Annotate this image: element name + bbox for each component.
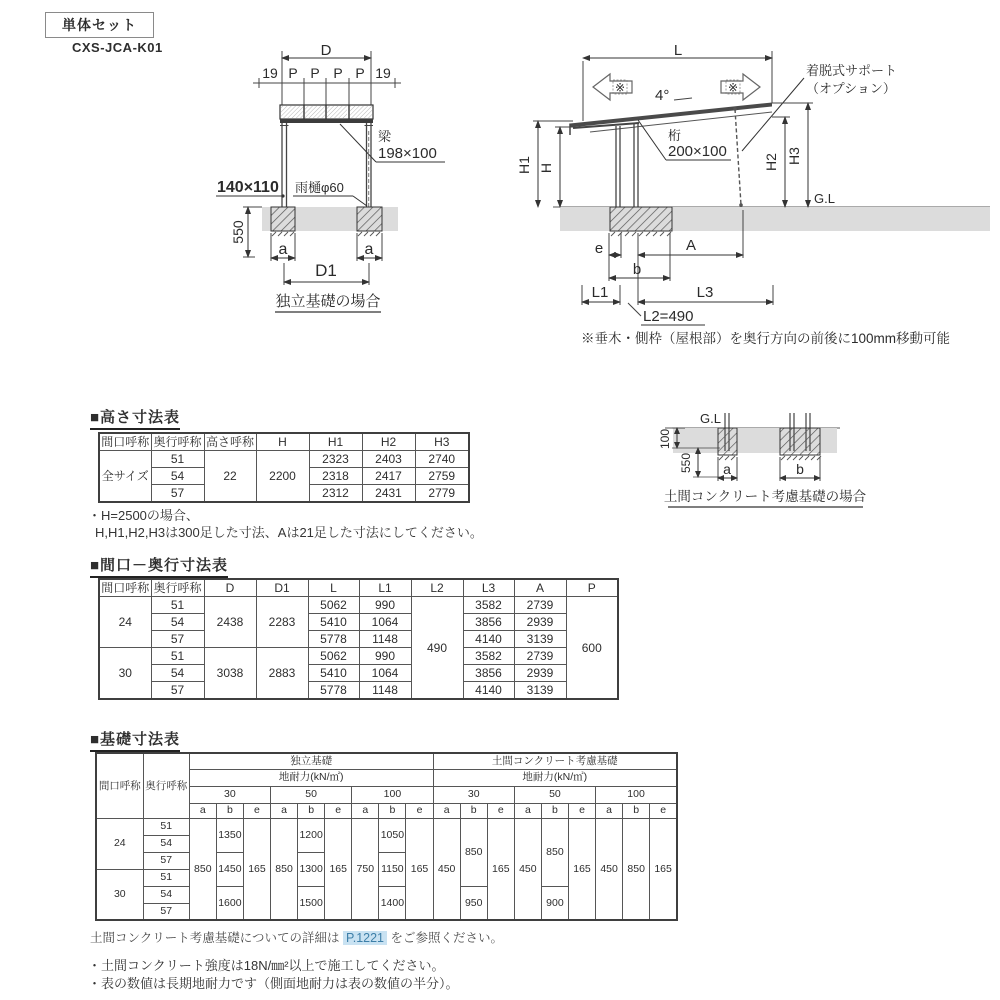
table-row [99, 631, 618, 648]
cell: 850 [189, 818, 216, 920]
cell: 57 [151, 485, 204, 503]
cell: 24 [99, 597, 151, 648]
cell: 2323 [309, 451, 362, 468]
load-value: 100 [596, 786, 677, 803]
cell: 54 [143, 835, 189, 852]
cell: 30 [99, 648, 151, 700]
abe-header: e [487, 803, 514, 818]
dim-D1 [284, 261, 369, 285]
cell: 22 [204, 451, 256, 503]
cell: 54 [151, 468, 204, 485]
dim-L1-L3 [582, 285, 773, 305]
dim-A-label: A [685, 237, 697, 254]
cell: 2438 [204, 597, 256, 648]
abe-header: a [189, 803, 216, 818]
beam-label: 梁 [378, 129, 392, 144]
seg-19-right: 19 [375, 65, 391, 81]
cell: 2318 [309, 468, 362, 485]
abe-header: e [650, 803, 677, 818]
foundation-table [95, 752, 678, 921]
cell: 1050 [379, 818, 406, 852]
dim-b-label: b [796, 461, 804, 477]
load-header: 地耐力(kN/㎡) [189, 769, 433, 786]
col-header: 間口呼称 [99, 579, 151, 597]
abe-header: a [433, 803, 460, 818]
cell: 57 [143, 852, 189, 869]
cell: 2312 [309, 485, 362, 503]
load-value: 50 [271, 786, 352, 803]
table-row [99, 451, 469, 468]
cell: 1064 [359, 665, 411, 682]
height-table-title: ■高さ寸法表 [90, 406, 180, 430]
group-header-independent: 独立基礎 [189, 753, 433, 769]
seg-p3: P [333, 65, 343, 81]
cell: 1400 [379, 886, 406, 920]
abe-header: e [325, 803, 352, 818]
span-table-title: ■間口－奥行寸法表 [90, 554, 228, 578]
col-header: H2 [362, 433, 415, 451]
abe-header: b [460, 803, 487, 818]
dim-a-b [718, 457, 820, 481]
abe-header: a [596, 803, 623, 818]
col-header: P [566, 579, 618, 597]
col-header: L2 [411, 579, 463, 597]
cell: 57 [151, 682, 204, 700]
cell: 2739 [514, 648, 566, 665]
abe-header: e [243, 803, 270, 818]
cell: 2283 [256, 597, 308, 648]
footing [610, 207, 672, 231]
height-note-2: H,H1,H2,H3は300足した寸法、Aは21足した寸法にしてください。 [95, 525, 483, 540]
cell: 2779 [415, 485, 469, 503]
dim-550 [230, 207, 262, 257]
dim-a-right-label: a [364, 241, 374, 258]
dim-550-label: 550 [679, 452, 693, 474]
girder-size-label: 200×100 [668, 143, 727, 160]
post-size-label: 140×110 [217, 179, 279, 196]
roof-panels [280, 105, 373, 123]
support-label-1: 着脱式サポート [806, 63, 898, 78]
seg-p4: P [355, 65, 365, 81]
dim-e-label: e [594, 240, 604, 257]
group-header-slab: 土間コンクリート考慮基礎 [433, 753, 677, 769]
cell: 2740 [415, 451, 469, 468]
cell: 51 [151, 597, 204, 614]
cell: 165 [243, 818, 270, 920]
cell: 3582 [463, 648, 514, 665]
table-row [99, 648, 618, 665]
table-row [99, 614, 618, 631]
cell: 450 [433, 818, 460, 920]
cell: 850 [541, 818, 568, 886]
move-mark-right: ※ [727, 80, 739, 95]
load-header: 地耐力(kN/㎡) [433, 769, 677, 786]
table-row [96, 753, 677, 769]
col-header: 間口呼称 [96, 753, 143, 818]
cell: 5062 [308, 648, 359, 665]
dim-a-label: a [723, 461, 731, 477]
cell: 1450 [216, 852, 243, 886]
dim-L-label: L [673, 45, 683, 59]
load-value: 30 [189, 786, 270, 803]
cell: 1350 [216, 818, 243, 852]
cell: 1600 [216, 886, 243, 920]
cell: 全サイズ [99, 451, 151, 503]
footing-a [718, 428, 737, 455]
cell: 450 [596, 818, 623, 920]
cell: 1300 [298, 852, 325, 886]
ground-hatch [611, 232, 671, 236]
table-row [99, 682, 618, 700]
cell: 990 [359, 597, 411, 614]
dim-D-label: D [320, 45, 332, 59]
cell: 51 [143, 818, 189, 835]
load-value: 30 [433, 786, 514, 803]
gutter-label: 雨樋φ60 [295, 180, 344, 195]
model-code: CXS-JCA-K01 [72, 40, 163, 55]
table-row [99, 433, 469, 451]
cell: 3038 [204, 648, 256, 700]
slab-caption: 土間コンクリート考慮基礎の場合 [663, 489, 867, 504]
cell: 57 [151, 631, 204, 648]
note-post: をご参照ください。 [390, 931, 504, 945]
cell: 24 [96, 818, 143, 869]
dim-pitch [253, 78, 401, 105]
strength-bullet: ・土間コンクリート強度は18N/㎜²以上で施工してください。 [88, 958, 445, 973]
cell: 1500 [298, 886, 325, 920]
col-header: 高さ呼称 [205, 435, 254, 449]
cell: 750 [352, 818, 379, 920]
cell: 600 [566, 597, 618, 700]
side-note: ※垂木・側枠（屋根部）を奥行方向の前後に100mm移動可能 [581, 331, 951, 346]
move-mark-left: ※ [614, 80, 626, 95]
cell: 54 [151, 614, 204, 631]
support-label-2: （オプション） [806, 81, 896, 96]
bearing-bullet: ・表の数値は長期地耐力です（側面地耐力は表の数値の半分）。 [88, 976, 459, 991]
abe-header: a [514, 803, 541, 818]
table-row [96, 818, 677, 835]
dim-D1-label: D1 [315, 261, 337, 280]
slab-foundation-diagram [630, 395, 880, 513]
cell: 3582 [463, 597, 514, 614]
abe-header: b [216, 803, 243, 818]
col-header: A [514, 579, 566, 597]
cell: 850 [271, 818, 298, 920]
cell: 2403 [362, 451, 415, 468]
cell: 5410 [308, 614, 359, 631]
col-header: 間口呼称 [99, 433, 151, 451]
cell: 1150 [379, 852, 406, 886]
set-type-badge: 単体セット [45, 12, 154, 38]
dim-H1-label: H1 [516, 156, 532, 174]
load-value: 50 [514, 786, 595, 803]
footing-right [357, 207, 382, 231]
support-rod [735, 109, 741, 205]
front-caption: 独立基礎の場合 [275, 293, 381, 310]
cell: 850 [623, 818, 650, 920]
cell: 1148 [359, 682, 411, 700]
col-header: D [204, 579, 256, 597]
ground-hatch [272, 232, 380, 236]
cell: 950 [460, 886, 487, 920]
cell: 900 [541, 886, 568, 920]
cell: 3856 [463, 614, 514, 631]
abe-header: b [623, 803, 650, 818]
cell: 990 [359, 648, 411, 665]
note-pre: 土間コンクリート考慮基礎についての詳細は [90, 931, 340, 945]
load-value: 100 [352, 786, 433, 803]
cell: 165 [487, 818, 514, 920]
col-header: D1 [256, 579, 308, 597]
gl-label: G.L [814, 191, 835, 206]
dim-L2-label: L2=490 [643, 308, 694, 325]
col-header: 奥行呼称 [151, 579, 204, 597]
col-header: L3 [463, 579, 514, 597]
cell: 2739 [514, 597, 566, 614]
cell: 30 [96, 869, 143, 920]
cell: 1200 [298, 818, 325, 852]
cell: 3139 [514, 682, 566, 700]
seg-p1: P [288, 65, 298, 81]
abe-header: e [568, 803, 595, 818]
cell: 51 [143, 869, 189, 886]
beam-size-label: 198×100 [378, 145, 437, 162]
seg-19-left: 19 [262, 65, 278, 81]
abe-header: a [271, 803, 298, 818]
cell: 54 [151, 665, 204, 682]
cell: 54 [143, 886, 189, 903]
cell: 490 [411, 597, 463, 700]
cell: 2200 [256, 451, 309, 503]
cell: 2939 [514, 614, 566, 631]
cell: 5778 [308, 631, 359, 648]
abe-header: b [298, 803, 325, 818]
abe-header: a [352, 803, 379, 818]
dim-L1-label: L1 [591, 284, 609, 301]
table-row [99, 597, 618, 614]
dim-L3-label: L3 [696, 284, 714, 301]
abe-header: b [541, 803, 568, 818]
dim-550-label: 550 [230, 220, 246, 244]
cell: 5778 [308, 682, 359, 700]
table-row [99, 579, 618, 597]
abe-header: b [379, 803, 406, 818]
dim-a-left-label: a [278, 241, 288, 258]
col-header: 奥行呼称 [143, 753, 189, 818]
cell: 2417 [362, 468, 415, 485]
move-arrow-left [593, 74, 632, 100]
height-note-1: ・H=2500の場合、 [88, 508, 199, 523]
cell: 4140 [463, 682, 514, 700]
cell: 165 [406, 818, 433, 920]
front-beam [280, 119, 373, 123]
cell: 4140 [463, 631, 514, 648]
col-header: H1 [309, 433, 362, 451]
cell: 2431 [362, 485, 415, 503]
cell: 51 [151, 451, 204, 468]
dim-H [538, 127, 573, 207]
roof-angle-label: 4° [655, 87, 670, 104]
col-header: H [256, 433, 309, 451]
dim-100-label: 100 [658, 428, 672, 450]
gl-label: G.L [700, 411, 721, 426]
dim-b-label: b [632, 261, 642, 278]
dim-H2-label: H2 [763, 153, 779, 171]
cell: 850 [460, 818, 487, 886]
col-header: H3 [415, 433, 469, 451]
span-table [98, 578, 619, 700]
cell: 2883 [256, 648, 308, 700]
slab-detail-note [90, 928, 503, 946]
table-row [99, 665, 618, 682]
ground-hatch [719, 456, 821, 460]
cell: 5062 [308, 597, 359, 614]
cell: 5410 [308, 665, 359, 682]
height-table [98, 432, 470, 503]
cell: 1064 [359, 614, 411, 631]
cell: 1148 [359, 631, 411, 648]
page-reference-link[interactable]: P.1221 [343, 931, 387, 945]
move-arrow-right [721, 74, 760, 100]
foundation-table-title: ■基礎寸法表 [90, 728, 180, 752]
cell: 450 [514, 818, 541, 920]
abe-header: e [406, 803, 433, 818]
girder-label: 桁 [668, 128, 682, 143]
side-elevation-diagram [515, 45, 990, 360]
cell: 165 [568, 818, 595, 920]
cell: 165 [325, 818, 352, 920]
front-elevation-diagram [195, 45, 505, 325]
cell: 2939 [514, 665, 566, 682]
cell: 3856 [463, 665, 514, 682]
col-header: L [308, 579, 359, 597]
footing-left [271, 207, 295, 231]
cell: 2759 [415, 468, 469, 485]
cell: 165 [650, 818, 677, 920]
footing-b [780, 428, 820, 455]
seg-p2: P [310, 65, 320, 81]
col-header: 奥行呼称 [151, 433, 204, 451]
cell: 51 [151, 648, 204, 665]
cell: 57 [143, 903, 189, 920]
cell: 3139 [514, 631, 566, 648]
dim-H-label: H [538, 162, 554, 174]
dim-H3-label: H3 [786, 147, 802, 165]
col-header: L1 [359, 579, 411, 597]
